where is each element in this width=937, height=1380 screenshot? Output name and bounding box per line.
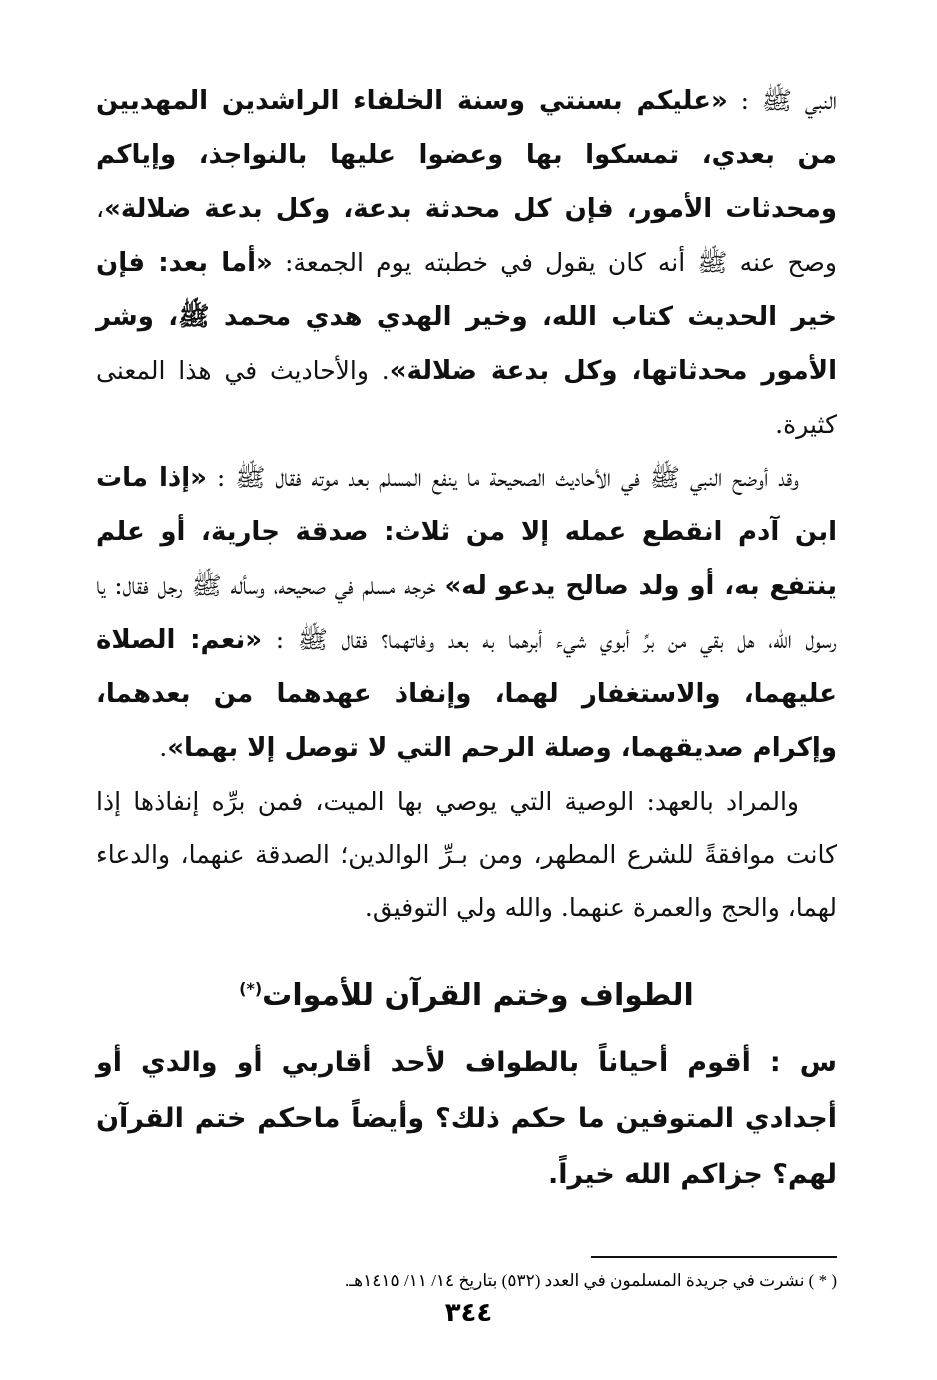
hadith-quote: «عليكم بسنتي وسنة الخلفاء الراشدين المهديين من بعدي، تمسكوا بها وعضوا عليها بالنواجذ، وإياكم ومحدثات الأمور، فإن كل محدثة بدعة، وكل بدعة ضلالة»	[96, 86, 837, 224]
hadith-quote: «إذا مات ابن آدم انقطع عمله إلا من ثلاث: صدقة جارية، أو علم ينتفع به، أو ولد صالح يدعو له»	[96, 463, 837, 601]
paragraph-meaning-of-ahd: والمراد بالعهد: الوصية التي يوصي بها الميت، فمن برِّه إنفاذها إذا كانت موافقةً للشرع المطهر، ومن بـرِّ الوالدين؛ الصدقة عنهما، والدعاء لهما، والحج والعمرة عنهما. والله ولي التوفيق.	[96, 787, 837, 922]
section-heading	[96, 964, 837, 1021]
question-text: س : أقوم أحياناً بالطواف لأحد أقاربي أو والدي أو أجدادي المتوفين ما حكم ذلك؟ وأيضاً ماحكم ختم القرآن لهم؟ جزاكم الله خيراً.	[96, 1047, 837, 1190]
hadith-quote: «أما بعد: فإن خير الحديث كتاب الله، وخير الهدي هدي محمد ﷺ، وشر الأمور محدثاتها، وكل بدعة ضلالة»	[96, 248, 837, 386]
paragraph-text: . والأحاديث في هذا المعنى كثيرة.	[96, 356, 837, 439]
page-number: ٣٤٤	[444, 1298, 493, 1328]
paragraph-text: وقد أوضح النبي ﷺ في الأحاديث الصحيحة ما ينفع المسلم بعد موته فقال ﷺ :	[206, 463, 799, 492]
footnote: ( * ) نشرت في جريدة المسلمون في العدد (٥٣٢) بتاريخ ١٤/ ١١/ ١٤١٥هـ.	[344, 1271, 837, 1290]
section-title: الطواف وختم القرآن للأموات	[262, 978, 694, 1013]
paragraph-text: ، وصح عنه ﷺ أنه كان يقول في خطبته يوم الجمعة:	[96, 194, 837, 277]
footnote-divider	[591, 1256, 837, 1258]
paragraph-text: .	[159, 733, 168, 762]
paragraph-text: النبي ﷺ :	[727, 86, 837, 115]
footnote-marker: (*)	[239, 979, 263, 998]
paragraph-text: خرجه مسلم في صحيحه، وسأله ﷺ رجل فقال: يا رسول الله، هل بقي من برِّ أبوي شيء أبرهما به بعد وفاتهما؟ فقال ﷺ :	[96, 571, 837, 654]
hadith-quote: «نعم: الصلاة عليهما، والاستغفار لهما، وإنفاذ عهدهما من بعدهما، وإكرام صديقهما، وصلة الرحم التي لا توصل إلا بهما»	[96, 625, 837, 763]
paragraph-hadith-bidah	[96, 74, 837, 451]
paragraph-benefits-after-death	[96, 451, 837, 775]
